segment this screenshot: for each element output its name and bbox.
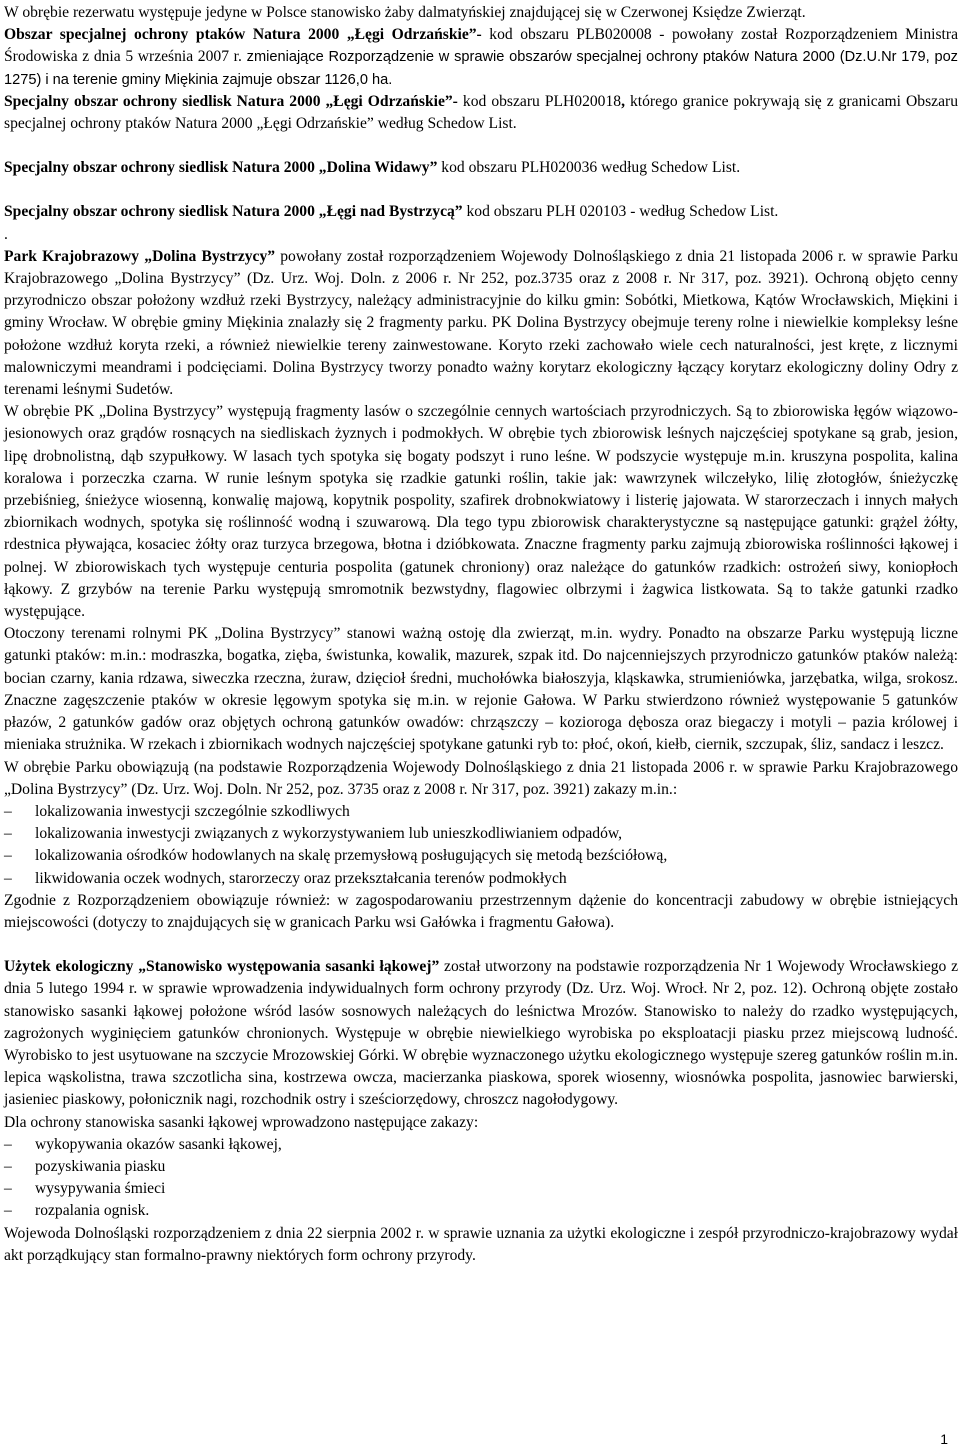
paragraph-reserve: W obrębie rezerwatu występuje jedyne w Polsce stanowisko żaby dalmatyńskiej znajdującej się w Czerwonej Księdze Zwierząt. [4, 4, 806, 21]
heading-park: Park Krajobrazowy „Dolina Bystrzycy” [4, 247, 276, 265]
paragraph-voivode-regulation: Wojewoda Dolnośląski rozporządzeniem z dnia 22 sierpnia 2002 r. w sprawie uznania za użytki ekologiczne i zespół przyrodniczo-krajobrazowy wydał akt porządkujący stan formalno-prawny niektórych form ochrony przyrody. [4, 1224, 958, 1264]
park-prohibitions-list [4, 801, 958, 890]
paragraph-park-forests: W obrębie PK „Dolina Bystrzycy” występują fragmenty lasów o szczególnie cennych wartościach przyrodniczych. Są to zbiorowiska łęgów wiązowo-jesionowych oraz grądów rosnących na siedliskach żyznych i podmokłych. W obrębie tych zbiorowisk leśnych najczęściej spotykane są grab, jesion, lipę drobnolistną, dąb szypułkowy. W lasach tych spotyka się bogaty podszyt i runo leśne. W podszycie występuje m.in. kruszyna pospolita, kalina koralowa i porzeczka czarna. W runie leśnym spotyka się rzadkie gatunki roślin, takie jak: wawrzynek wilczełyko, lilię złotogłów, śnieżyczkę przebiśnieg, śnieżyce wiosenną, konwalię majową, kopytnik pospolity, szafirek drobnokwiatowy i listerię jajowata. W starorzeczach i innych małych zbiornikach wodnych, spotyka się roślinność wodną i szuwarową. Dla tego typu zbiorowisk charakterystyczne są następujące gatunki: grążel żółty, rdestnica pływająca, kosaciec żółty oraz turzyca brzegowa, błotna i dzióbkowata. Znaczne fragmenty parku zajmują zbiorowiska roślinności łąkowej i polnej. W zbiorowiskach tych występuje centuria pospolita (gatunek chroniony) oraz należące do gatunków rzadkich: ostrożeń siwy, koniopłoch łąkowy. Z grzybów na terenie Parku występują smromotnik bezwstydny, flagowiec olbrzymi i żagwica listkowata. Są to także gatunki rzadko występujące. [4, 403, 958, 621]
list-item: – likwidowania oczek wodnych, starorzeczy oraz przekształcania terenów podmokłych [4, 868, 958, 890]
paragraph-natura-widawa [4, 157, 958, 179]
paragraph-natura-birds [4, 24, 958, 91]
paragraph-natura-bystrzyca [4, 201, 958, 223]
paragraph-park-prohibitions: W obrębie Parku obowiązują (na podstawie Rozporządzenia Wojewody Dolnośląskiego z dnia 21 listopada 2006 r. w sprawie Parku Krajobrazowego „Dolina Bystrzycy” (Dz. Urz. Woj. Doln. Nr 252, poz. 3735 oraz z 2008 r. Nr 317, poz. 3921) zakazy m.in.: [4, 758, 958, 798]
spacer [4, 179, 958, 201]
park-text: powołany został rozporządzeniem Wojewody Dolnośląskiego z dnia 21 listopada 2006 r. w sprawie Parku Krajobrazowego „Dolina Bystrzycy” (Dz. Urz. Woj. Doln. z 2006 r. Nr 252, poz.3735 oraz z 2008 r. Nr 317, poz. 3921). Ochroną objęto cenny przyrodniczo obszar położony wzdłuż rzeki Bystrzycy, należący administracyjnie do kilku gmin: Sobótki, Mietkowa, Kątów Wrocławskich, Miękini i gminy Wrocław. W obrębie gminy Miękinia znalazły się 2 fragmenty parku. PK Dolina Bystrzycy obejmuje tereny rolne i niewielkie kompleksy leśne położone wzdłuż koryta rzeki, a również niewielkie tereny zainwestowane. Koryto rzeki zachowało wiele cech naturalności, jest kręte, z licznymi malowniczymi meandrami i podcięciami. Dolina Bystrzycy tworzy ponadto ważny korytarz ekologiczny łączący korytarz ekologiczny doliny Odry z terenami leśnymi Sudetów. [4, 247, 959, 399]
paragraph-park-fauna: Otoczony terenami rolnymi PK „Dolina Bystrzycy” stanowi ważną ostoję dla zwierząt, m.in. wydry. Ponadto na obszarze Parku występują liczne gatunki ptaków: m.in.: modraszka, bogatka, zięba, świstunka, kowalik, mazurek, szpak itd. Do najcenniejszych przyrodniczo gatunków ptaków należą: bocian czarny, kania rdzawa, siweczka rzeczna, żuraw, dzięcioł średni, muchołówka białoszyja, kląskawka, strumieniówka, jarzębatka, wilga, srokosz. Znaczne zagęszczenie ptaków w okresie lęgowym spotyka się m.in. w rejonie Gałowa. W Parku stwierdzono również występowanie 5 gatunków płazów, 2 gatunków gadów oraz objętych ochroną gatunków owadów: chrząszczy – kozioroga dębosza oraz biegaczy i motyli – pazia królowej i mieniaka strużnika. W rzekach i zbiornikach wodnych najczęściej spotykane gatunki ryb to: płoć, okoń, kiełb, ciernik, szczupak, śliz, sandacz i leszcz. [4, 625, 958, 754]
heading-natura-bystrzyca: Specjalny obszar ochrony siedlisk Natura 2000 „Łęgi nad Bystrzycą” [4, 203, 463, 221]
paragraph-ecological-prohibitions: Dla ochrony stanowiska sasanki łąkowej wprowadzono następujące zakazy: [4, 1113, 479, 1131]
natura-lodrz-code: kod obszaru PLH020018 [457, 92, 622, 110]
paragraph-park [4, 246, 958, 401]
spacer [4, 934, 958, 956]
paragraph-natura-lodrz [4, 91, 958, 135]
page-number: 1 [940, 1431, 948, 1447]
paragraph-ecological-site [4, 956, 958, 1111]
list-item: – lokalizowania inwestycji szczególnie szkodliwych [4, 801, 958, 823]
list-item: – wysypywania śmieci [4, 1178, 958, 1200]
natura-lodrz-comma: , [621, 92, 625, 110]
paragraph-dot: . [4, 225, 8, 243]
ecological-site-text: został utworzony na podstawie rozporządzenia Nr 1 Wojewody Wrocławskiego z dnia 5 lutego 1994 r. w sprawie wprowadzenia indywidualnych form ochrony przyrody (Dz. Urz. Woj. Wrocł. Nr 2, poz. 12). Ochroną objęte zostało stanowisko sasanki łąkowej położone wśród lasów sosnowych należących do leśnictwa Mrozów. Stanowisko to należy do rzadko występujących, zagrożonych wyginięciem gatunków chronionych. Występuje w obrębie niewielkiego wyrobiska po eksploatacji piasku przez miejscową ludność. Wyrobisko to jest usytuowane na szczycie Mrozowskiej Górki. W obrębie wyznaczonego użytku ekologicznego występuje szereg gatunków roślin m.in. lepica wąskolistna, trawa szczotlicha sina, kostrzewa owcza, macierzanka piaskowa, sporek wiosenny, wiosnówka pospolita, jasnowiec barwierski, jasieniec piaskowy, połonicznik nagi, rozchodnik ostry i sześciorzędowy, chroszcz nagołodygowy. [4, 958, 958, 1109]
natura-birds-text: kod obszaru PLB020008 - powołany został Rozporządzeniem Ministra Środowiska z dnia 5 września 2007 r. [4, 26, 958, 66]
paragraph-park-regulation: Zgodnie z Rozporządzeniem obowiązuje również: w zagospodarowaniu przestrzennym dążenie do koncentracji zabudowy w obrębie istniejących miejscowości (dotyczy to znajdujących się w granicach Parku wsi Gałówka i fragmentu Gałowa). [4, 891, 958, 931]
heading-natura-birds: Obszar specjalnej ochrony ptaków Natura 2000 „Łęgi Odrzańskie”- [4, 26, 482, 44]
natura-widawa-text: kod obszaru PLH020036 według Schedow List. [437, 159, 741, 177]
list-item: – wykopywania okazów sasanki łąkowej, [4, 1134, 958, 1156]
list-item: – lokalizowania ośrodków hodowlanych na skalę przemysłową posługujących się metodą bezściółową, [4, 845, 958, 867]
ecological-prohibitions-list [4, 1134, 958, 1223]
natura-bystrzyca-text: kod obszaru PLH 020103 - według Schedow List. [462, 203, 779, 221]
heading-natura-lodrz: Specjalny obszar ochrony siedlisk Natura 2000 „Łęgi Odrzańskie”- [4, 92, 458, 110]
natura-lodrz-text: którego granice pokrywają się z granicami Obszaru specjalnej ochrony ptaków Natura 2000 „Łęgi Odrzańskie” według Schedow List. [4, 92, 958, 133]
heading-ecological-site: Użytek ekologiczny „Stanowisko występowania sasanki łąkowej” [4, 958, 440, 976]
natura-birds-text-sans: zmieniające Rozporządzenie w sprawie obszarów specjalnej ochrony ptaków Natura 2000 (Dz.U.Nr 179, poz 1275) i na terenie gminy Miękinia zajmuje obszar 1126,0 ha. [4, 49, 958, 88]
heading-natura-widawa: Specjalny obszar ochrony siedlisk Natura 2000 „Dolina Widawy” [4, 159, 438, 177]
document-body [4, 2, 958, 1267]
spacer [4, 135, 958, 157]
list-item: – lokalizowania inwestycji związanych z wykorzystywaniem lub unieszkodliwianiem odpadów, [4, 823, 958, 845]
list-item: – pozyskiwania piasku [4, 1156, 958, 1178]
list-item: – rozpalania ognisk. [4, 1200, 958, 1222]
